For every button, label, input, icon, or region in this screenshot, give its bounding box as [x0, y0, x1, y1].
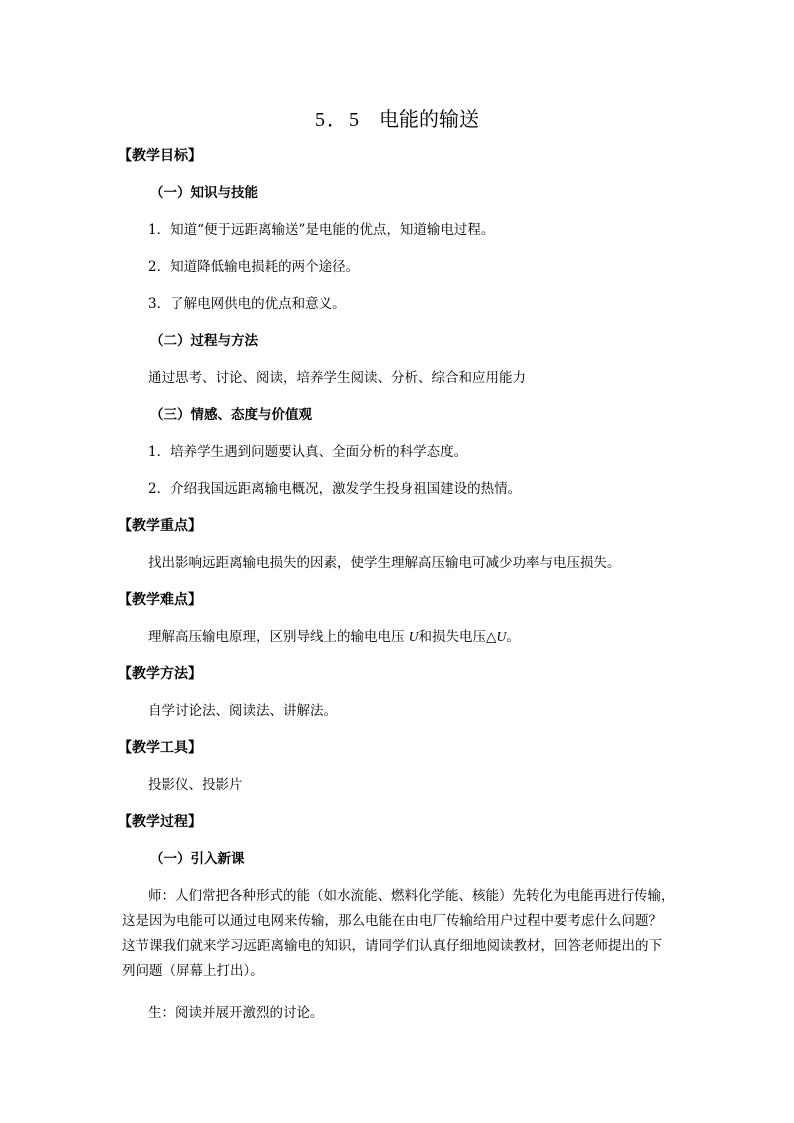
emotion-heading: （三）情感、态度与价值观 [150, 407, 312, 423]
procedure-heading: 【教学过程】 [118, 814, 202, 830]
difficulties-heading: 【教学难点】 [118, 592, 202, 608]
methods-heading: 【教学方法】 [118, 666, 202, 682]
intro-line-4: 列问题（屏幕上打出）。 [122, 963, 264, 979]
title-text: 电能的输送 [379, 107, 479, 131]
process-heading: （二）过程与方法 [150, 333, 258, 349]
knowledge-item-1: 1．知道“便于远距离输送”是电能的优点，知道输电过程。 [148, 222, 495, 238]
emotion-item-2: 2．介绍我国远距离输电概况，激发学生投身祖国建设的热情。 [148, 481, 522, 497]
voltage-loss-variable: U [496, 629, 507, 644]
objectives-heading: 【教学目标】 [118, 148, 202, 164]
key-points-text: 找出影响远距离输电损失的因素，使学生理解高压输电可减少功率与电压损失。 [148, 555, 621, 571]
student-response: 生：阅读并展开激烈的讨论。 [148, 1005, 324, 1021]
tools-heading: 【教学工具】 [118, 740, 202, 756]
intro-line-3: 这节课我们就来学习远距离输电的知识，请同学们认真仔细地阅读教材，回答老师提出的下 [122, 938, 662, 954]
knowledge-item-2: 2．知道降低输电损耗的两个途径。 [148, 259, 360, 275]
difficulties-text-middle: 和损失电压△ [418, 629, 497, 645]
difficulties-text [148, 627, 520, 647]
title-number: 5．5 [315, 109, 361, 131]
emotion-item-1: 1．培养学生遇到问题要认真、全面分析的科学态度。 [148, 444, 468, 460]
difficulties-text-before: 理解高压输电原理，区别导线上的输电电压 [148, 629, 409, 645]
key-points-heading: 【教学重点】 [118, 518, 202, 534]
knowledge-item-3: 3．了解电网供电的优点和意义。 [148, 296, 346, 312]
difficulties-text-end: 。 [506, 629, 520, 645]
tools-text: 投影仪、投影片 [148, 777, 243, 793]
page-title [0, 105, 794, 134]
process-text: 通过思考、讨论、阅读，培养学生阅读、分析、综合和应用能力 [148, 370, 526, 386]
methods-text: 自学讨论法、阅读法、讲解法。 [148, 703, 337, 719]
intro-line-1: 师：人们常把各种形式的能（如水流能、燃料化学能、核能）先转化为电能再进行传输， [148, 888, 675, 904]
knowledge-heading: （一）知识与技能 [150, 185, 258, 201]
intro-line-2: 这是因为电能可以通过电网来传输，那么电能在由电厂传输给用户过程中要考虑什么问题？ [122, 913, 662, 929]
voltage-variable: U [408, 629, 419, 644]
intro-heading: （一）引入新课 [150, 851, 245, 867]
